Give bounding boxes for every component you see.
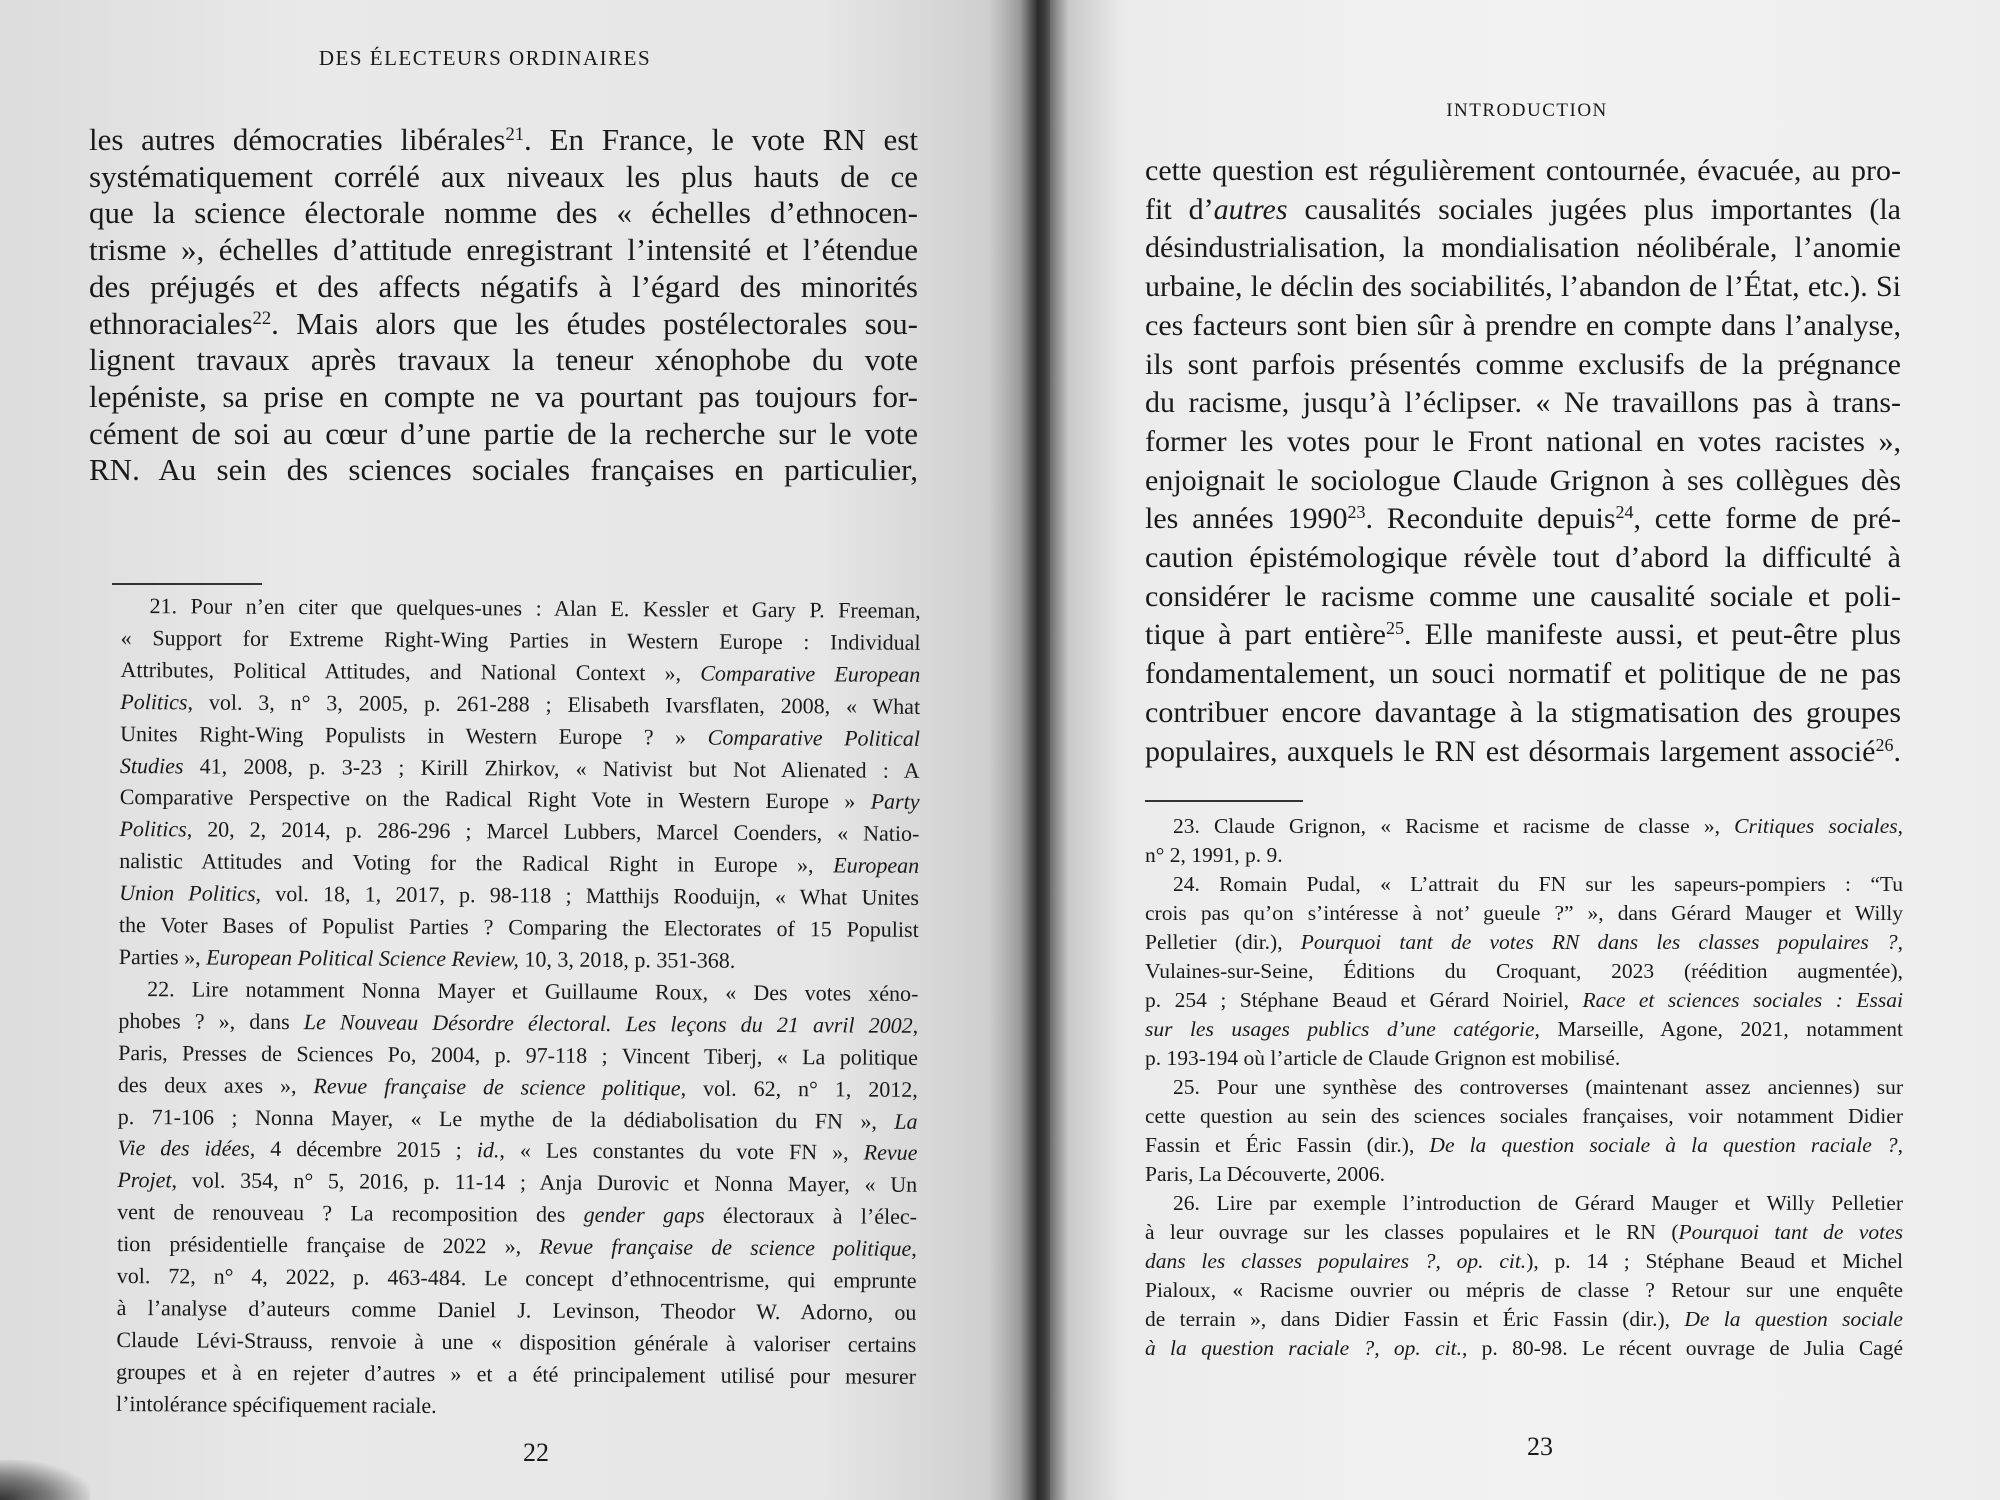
text: 26. Lire par exemple l’introduction de Gérard Mauger et Willy Pelletier <box>1172 1191 1903 1215</box>
italic-text: Politics <box>119 816 187 842</box>
text-line <box>117 1196 917 1233</box>
text: cette question est régulièrement contournée, évacuée, au pro- <box>1145 154 1901 187</box>
text: , « Les constantes du vote FN », <box>499 1137 864 1165</box>
text: enjoignait le sociologue Claude Grignon à ses collègues dès <box>1145 463 1901 497</box>
italic-text: Union Politics <box>119 880 256 906</box>
text: contribuer encore davantage à la stigmatisation des groupes <box>1145 695 1901 729</box>
text: phobes ? », dans <box>118 1007 304 1034</box>
text: groupes et à en rejeter d’autres » et a été principalement utilisé pour mesurer <box>116 1358 917 1389</box>
text: , <box>1897 1133 1903 1157</box>
text: Unites Right-Wing Populists in Western Europe ? » <box>120 720 708 750</box>
text: , vol. 3, n° 3, 2005, p. 261-288 ; Elisabeth Ivarsflaten, 2008, « What <box>187 689 921 719</box>
text: lignent travaux après travaux la teneur xénophobe du vote <box>89 342 918 378</box>
text: , <box>1897 930 1903 954</box>
text-line <box>1145 384 1901 423</box>
text-line <box>119 941 919 978</box>
text-line <box>117 1132 917 1169</box>
text: p. 71-106 ; Nonna Mayer, « Le mythe de la dédiabolisation du FN », <box>117 1103 895 1134</box>
text-line <box>120 718 920 755</box>
italic-text: Projet <box>117 1167 172 1193</box>
text: « Support for Extreme Right-Wing Parties in Western Europe : Individual <box>120 624 921 655</box>
text: 10, 3, 2018, p. 351-368. <box>518 946 736 973</box>
text-line <box>1145 1073 1903 1102</box>
text: fondamentalement, un souci normatif et politique de ne pas <box>1145 657 1901 691</box>
text: caution épistémologique révèle tout d’abord la difficulté à <box>1145 541 1901 575</box>
text: l’intolérance spécifiquement raciale. <box>115 1390 437 1418</box>
text-line <box>1145 268 1901 307</box>
text-line <box>1145 899 1903 928</box>
text-line <box>1145 1305 1903 1334</box>
text-line <box>117 1292 917 1329</box>
footnotes <box>1145 812 1903 1363</box>
text: vent de renouveau ? La recomposition des <box>117 1199 584 1228</box>
text: , cette forme de pré- <box>1633 502 1902 536</box>
text-line <box>116 1388 916 1425</box>
text: ), p. 14 ; Stéphane Beaud et Michel <box>1526 1249 1903 1273</box>
text: n° 2, 1991, p. 9. <box>1145 843 1283 867</box>
text-line <box>1145 191 1901 230</box>
text-line <box>1145 986 1903 1015</box>
text-line <box>1145 539 1901 578</box>
text: , Marseille, Agone, 2021, notamment <box>1534 1017 1903 1041</box>
text-line <box>121 622 921 659</box>
body-text <box>1145 152 1901 771</box>
italic-text: dans les classes populaires ?, op. cit. <box>1145 1249 1527 1273</box>
text-line <box>1145 616 1901 655</box>
text: the Voter Bases of Populist Parties ? Comparing the Electorates of 15 Populist <box>118 912 919 942</box>
text-line <box>1145 1276 1903 1305</box>
text: les autres démocraties libérales <box>89 122 506 157</box>
text: , vol. 18, 1, 2017, p. 98-118 ; Matthijs Rooduijn, « What Unites <box>255 880 920 911</box>
text-line <box>118 1069 918 1106</box>
text-line <box>89 379 918 416</box>
italic-text: De la question sociale à la question raciale ? <box>1429 1133 1898 1157</box>
italic-text: sur les usages publics d’une catégorie <box>1145 1017 1535 1041</box>
text-line <box>1145 1218 1903 1247</box>
text-line <box>89 159 918 196</box>
footnote-ref: 24 <box>1615 502 1634 523</box>
text-line <box>89 306 918 343</box>
text: urbaine, le déclin des sociabilités, l’abandon de l’État, etc.). Si <box>1145 270 1901 304</box>
text: 41, 2008, p. 3-23 ; Kirill Zhirkov, « Nativist but Not Alienated : A <box>183 752 920 783</box>
text-line <box>1145 1247 1903 1276</box>
text: du racisme, jusqu’à l’éclipser. « Ne travaillons pas à trans- <box>1145 386 1901 420</box>
footnote-ref: 21 <box>505 123 525 145</box>
italic-text: European <box>833 852 920 879</box>
text-line <box>1145 957 1903 986</box>
text: . Reconduite depuis <box>1365 502 1616 536</box>
running-head: INTRODUCTION <box>1446 100 1608 121</box>
text-line <box>120 686 920 723</box>
text-line <box>120 781 920 818</box>
text-line <box>1145 841 1903 870</box>
text-line <box>120 750 920 787</box>
text: RN. Au sein des sciences sociales françaises en particulier, <box>89 452 918 488</box>
text: , vol. 354, n° 5, 2016, p. 11-14 ; Anja Durovic et Nonna Mayer, « Un <box>171 1167 918 1198</box>
text: ces facteurs sont bien sûr à prendre en compte dans l’analyse, <box>1145 308 1901 342</box>
text: , 4 décembre 2015 ; <box>249 1136 477 1163</box>
body-text <box>89 122 918 489</box>
text-line <box>89 452 918 489</box>
footnote-ref: 23 <box>1347 502 1366 523</box>
italic-text: Pourquoi tant de votes RN dans les classes populaires ? <box>1300 930 1898 954</box>
text-line <box>1145 733 1901 772</box>
text-line <box>1145 1334 1903 1363</box>
text-line <box>1145 1189 1903 1218</box>
text: désindustrialisation, la mondialisation néolibérale, l’anomie <box>1145 231 1901 265</box>
text: . <box>1893 734 1901 768</box>
text-line <box>1145 578 1901 617</box>
text: cément de soi au cœur d’une partie de la recherche sur le vote <box>89 415 918 451</box>
text: former les votes pour le Front national en votes racistes », <box>1145 424 1901 458</box>
italic-text: Vie des idées <box>117 1135 250 1162</box>
text: 23. Claude Grignon, « Racisme et racisme de classe », <box>1172 814 1735 838</box>
text: p. 193-194 où l’article de Claude Grignon est mobilisé. <box>1145 1046 1621 1070</box>
text-line <box>1145 1131 1903 1160</box>
text: tion présidentielle française de 2022 », <box>116 1231 540 1259</box>
text: nalistic Attitudes and Voting for the Radical Right in Europe », <box>119 848 834 878</box>
text-line <box>1145 423 1901 462</box>
text: , <box>911 1235 917 1261</box>
italic-text: Comparative Political <box>707 724 920 751</box>
text-line <box>118 1100 918 1137</box>
text: , vol. 62, n° 1, 2012, <box>680 1075 918 1102</box>
text-line <box>1145 152 1901 191</box>
footnote-ref: 22 <box>252 307 272 329</box>
italic-text: Pourquoi tant de votes <box>1678 1220 1903 1244</box>
text-line <box>119 845 919 882</box>
italic-text: Revue française de science politique <box>539 1233 912 1261</box>
text-line <box>119 877 919 914</box>
text: , p. 80-98. Le récent ouvrage de Julia Cagé <box>1461 1336 1904 1360</box>
text-line <box>1145 1102 1903 1131</box>
text-line <box>1145 500 1901 539</box>
text-line <box>117 1228 917 1265</box>
italic-text: autres <box>1213 192 1288 226</box>
text-line <box>118 1037 918 1074</box>
text-line <box>89 122 918 159</box>
text: Claude Lévi-Strauss, renvoie à une « disposition générale à valoriser certains <box>116 1326 917 1357</box>
text: à l’analyse d’auteurs comme Daniel J. Levinson, Theodor W. Adorno, ou <box>116 1294 917 1325</box>
text: électoraux à l’élec- <box>704 1202 918 1230</box>
text: tique à part entière <box>1145 618 1386 652</box>
text-line <box>89 195 918 232</box>
text-line <box>117 1164 917 1201</box>
text: Parties », <box>118 943 207 970</box>
italic-text: De la question sociale <box>1684 1307 1903 1331</box>
italic-text: European Political Science Review, <box>206 944 520 972</box>
text: 24. Romain Pudal, « L’attrait du FN sur les sapeurs-pompiers : “Tu <box>1172 872 1903 896</box>
text: ethnoraciales <box>89 305 253 341</box>
text-line <box>1145 462 1901 501</box>
text: vol. 72, n° 4, 2022, p. 463-484. Le concept d’ethnocentrisme, qui emprunte <box>116 1263 917 1293</box>
text-line <box>120 654 920 691</box>
text-line <box>119 813 919 850</box>
text: 21. Pour n’en citer que quelques-unes : Alan E. Kessler et Gary P. Freeman, <box>149 593 921 623</box>
italic-text: Revue <box>863 1139 918 1166</box>
text-line <box>89 416 918 453</box>
footnotes <box>116 590 921 1424</box>
text: causalités sociales jugées plus importantes (la <box>1287 192 1902 226</box>
text: crois pas qu’on s’intéresse à not’ gueule ?” », dans Gérard Mauger et Willy <box>1145 901 1903 925</box>
text-line <box>118 1005 918 1042</box>
italic-text: Comparative European <box>700 660 921 687</box>
page-number: 23 <box>1527 1432 1553 1461</box>
text: des préjugés et des affects négatifs à l’égard des minorités <box>89 268 918 304</box>
text-line <box>121 590 921 627</box>
text-line <box>116 1324 916 1361</box>
text: systématiquement corrélé aux niveaux les plus hauts de ce <box>89 158 918 194</box>
text: que la science électorale nomme des « échelles d’ethnocen- <box>89 195 918 231</box>
text-line <box>116 1356 916 1393</box>
text-line <box>1145 870 1903 899</box>
text: populaires, auxquels le RN est désormais largement associé <box>1145 734 1876 768</box>
text: considérer le racisme comme une causalité sociale et poli- <box>1145 579 1901 613</box>
italic-text: à la question raciale ?, op. cit. <box>1145 1336 1462 1360</box>
footnote-ref: 26 <box>1875 734 1894 755</box>
italic-text: Studies <box>119 752 184 778</box>
text: p. 254 ; Stéphane Beaud et Gérard Noiriel, <box>1145 988 1583 1012</box>
text-line <box>1145 1044 1903 1073</box>
text: trisme », échelles d’attitude enregistrant l’intensité et l’étendue <box>89 232 918 268</box>
italic-text: Critiques sociales <box>1734 814 1898 838</box>
running-head: DES ÉLECTEURS ORDINAIRES <box>318 46 652 70</box>
text-line <box>1145 229 1901 268</box>
page-number: 22 <box>523 1438 549 1467</box>
text: Fassin et Éric Fassin (dir.), <box>1145 1133 1430 1157</box>
text: . Elle manifeste aussi, et peut-être plus <box>1403 618 1901 652</box>
text: , <box>1897 814 1903 838</box>
text: 25. Pour une synthèse des controverses (maintenant assez anciennes) sur <box>1172 1075 1903 1099</box>
text-line <box>118 973 918 1010</box>
text: . Mais alors que les études postélectorales sou- <box>271 305 918 341</box>
text-line <box>89 232 918 269</box>
italic-text: Politics <box>120 688 188 715</box>
text-line <box>1145 812 1903 841</box>
text: Attributes, Political Attitudes, and National Context », <box>120 656 701 686</box>
text: . En France, le vote RN est <box>524 122 918 157</box>
text-line <box>1145 655 1901 694</box>
text: les années 1990 <box>1145 502 1348 536</box>
italic-text: Revue française de science politique <box>313 1072 681 1101</box>
text: Paris, La Découverte, 2006. <box>1145 1162 1386 1186</box>
italic-text: gender gaps <box>583 1202 705 1228</box>
text: Pialoux, « Racisme ouvrier ou mépris de classe ? Retour sur une enquête <box>1145 1278 1903 1302</box>
page-corner-shadow <box>0 1460 90 1500</box>
text: 22. Lire notamment Nonna Mayer et Guillaume Roux, « Des votes xéno- <box>147 976 919 1006</box>
italic-text: Party <box>870 789 920 815</box>
text: Paris, Presses de Sciences Po, 2004, p. 97-118 ; Vincent Tiberj, « La politique <box>118 1039 919 1070</box>
text-line <box>1145 346 1901 385</box>
text-line <box>119 909 919 946</box>
text: fit d’ <box>1145 192 1214 226</box>
text: des deux axes », <box>117 1071 314 1098</box>
text: lepéniste, sa prise en compte ne va pourtant pas toujours for- <box>89 378 918 414</box>
footnote-separator <box>112 583 262 585</box>
text: à leur ouvrage sur les classes populaires et le RN ( <box>1145 1220 1679 1244</box>
text-line <box>89 269 918 306</box>
text: ils sont parfois présentés comme exclusifs de la prégnance <box>1145 347 1901 381</box>
text: Vulaines-sur-Seine, Éditions du Croquant, 2023 (réédition augmentée), <box>1145 959 1903 983</box>
text-line <box>1145 694 1901 733</box>
italic-text: La <box>894 1108 918 1134</box>
text: , 20, 2, 2014, p. 286-296 ; Marcel Lubbers, Marcel Coenders, « Natio- <box>186 816 920 847</box>
text: Pelletier (dir.), <box>1145 930 1301 954</box>
text: , <box>912 1012 919 1038</box>
footnote-separator <box>1145 800 1303 802</box>
italic-text: Race et sciences sociales : Essai <box>1582 988 1903 1012</box>
text-line <box>89 342 918 379</box>
text-line <box>1145 1160 1903 1189</box>
italic-text: Le Nouveau Désordre électoral. Les leçons du 21 avril 2002 <box>303 1008 913 1038</box>
text: Comparative Perspective on the Radical Right Vote in Western Europe » <box>119 784 871 815</box>
text: cette question au sein des sciences sociales françaises, voir notamment Didier <box>1145 1104 1903 1128</box>
footnote-ref: 25 <box>1385 618 1404 639</box>
text-line <box>1145 928 1903 957</box>
text-line <box>1145 307 1901 346</box>
text-line <box>1145 1015 1903 1044</box>
text-line <box>117 1260 917 1297</box>
text: de terrain », dans Didier Fassin et Éric Fassin (dir.), <box>1145 1307 1685 1331</box>
italic-text: id. <box>476 1137 500 1163</box>
